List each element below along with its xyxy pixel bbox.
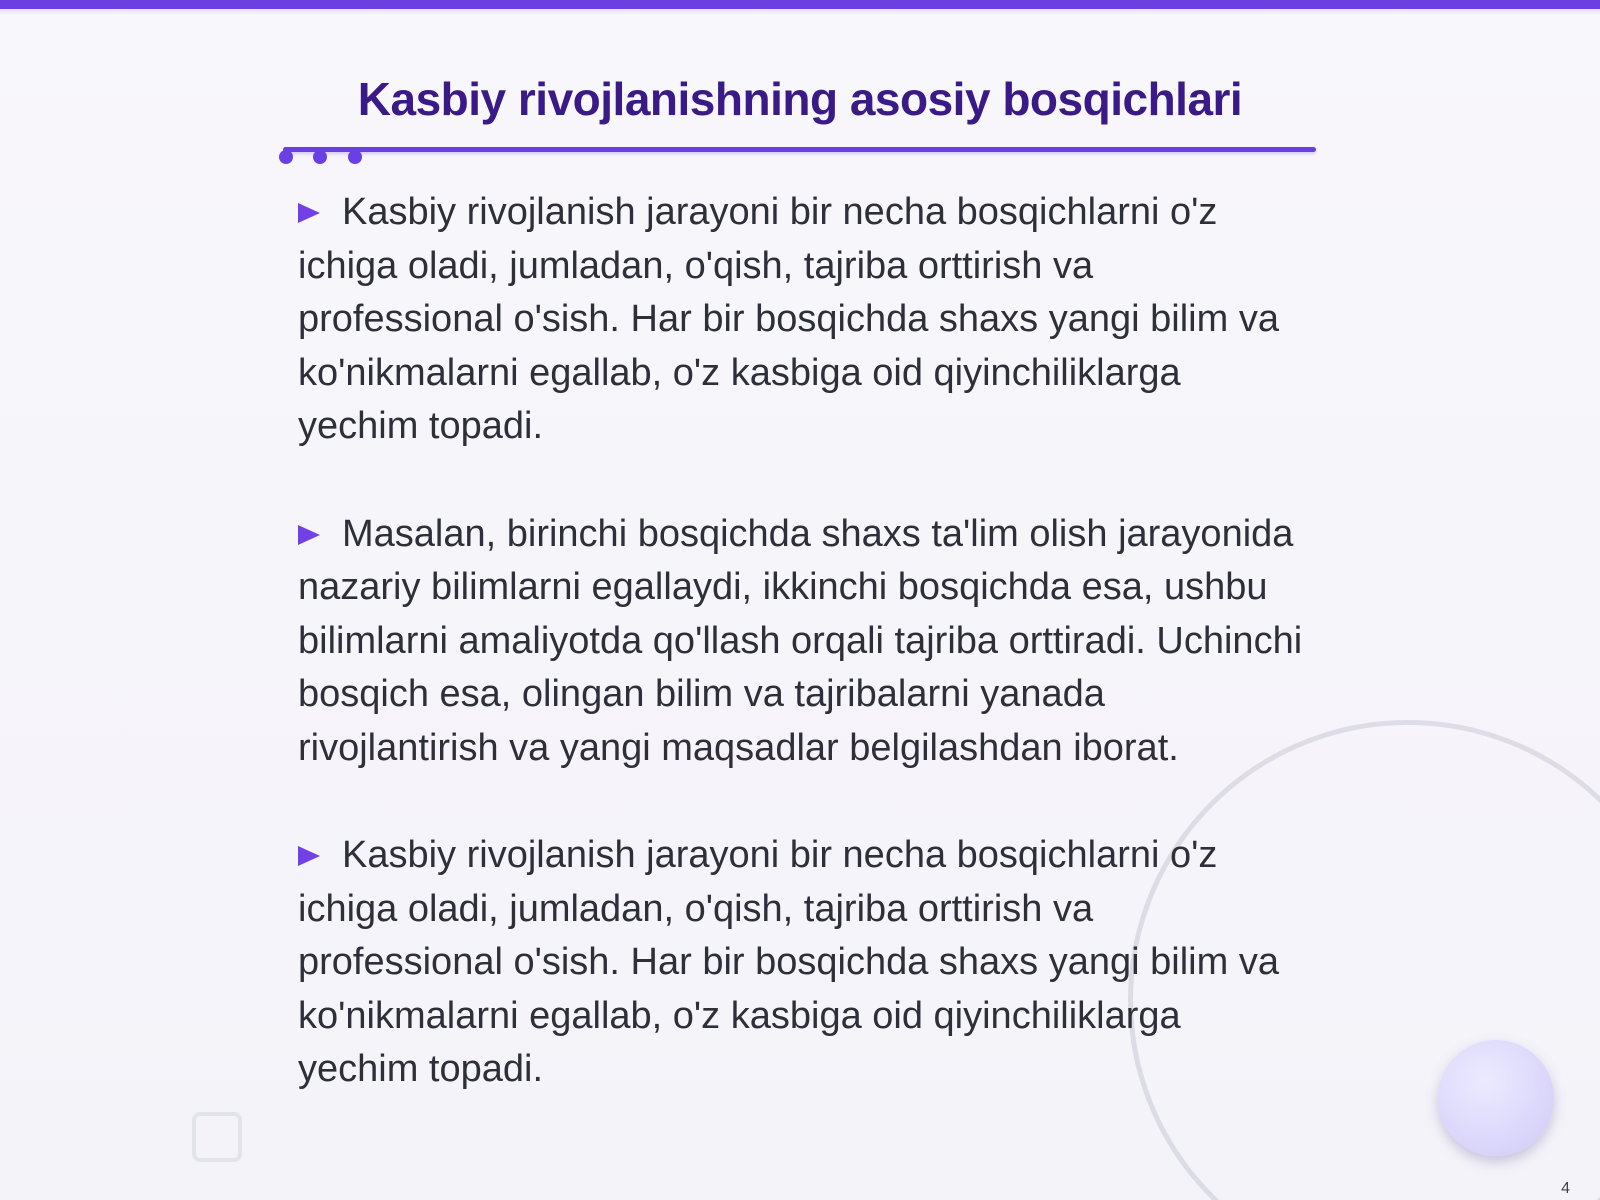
underline-dot-3 [348, 150, 362, 164]
bullet-text-2: Masalan, birinchi bosqichda shaxs ta'lim olish jarayonida nazariy bilimlarni egallaydi, ikkinchi bosqichda esa, ushbu bilimlarni amaliyotda qo'llash orqali tajriba orttiradi. Uchinchi bosqich esa, olingan bilim va tajribalarni yanada rivojlantirish va yangi maqsadlar belgilashdan iborat. [298, 512, 1303, 769]
title-underline [283, 147, 1316, 152]
bullet-paragraph-2 [298, 508, 1308, 776]
bullet-paragraph-1 [298, 186, 1308, 454]
underline-dot-2 [313, 150, 327, 164]
top-accent-bar-shadow [0, 9, 1600, 15]
triangle-right-bullet-icon [298, 846, 320, 866]
bullet-paragraph-3 [298, 829, 1308, 1097]
bullet-list [298, 186, 1308, 1097]
triangle-right-bullet-icon [298, 525, 320, 545]
bullet-text-3: Kasbiy rivojlanish jarayoni bir necha bosqichlarni o'z ichiga oladi, jumladan, o'qish, tajriba orttirish va professional o'sish. Har bir bosqichda shaxs yangi bilim va ko'nikmalarni egallab, o'z kasbiga oid qiyinchiliklarga yechim topadi. [298, 834, 1279, 1090]
decorative-circle [1438, 1040, 1554, 1156]
triangle-right-bullet-icon [298, 203, 320, 223]
slide-title: Kasbiy rivojlanishning asosiy bosqichlari [357, 73, 1243, 125]
bullet-text-1: Kasbiy rivojlanish jarayoni bir necha bosqichlarni o'z ichiga oladi, jumladan, o'qish, tajriba orttirish va professional o'sish. Har bir bosqichda shaxs yangi bilim va ko'nikmalarni egallab, o'z kasbiga oid qiyinchiliklarga yechim topadi. [298, 191, 1279, 447]
top-accent-bar [0, 0, 1600, 9]
decorative-square [192, 1112, 242, 1162]
underline-dot-1 [279, 150, 293, 164]
page-number: 4 [1561, 1180, 1570, 1197]
